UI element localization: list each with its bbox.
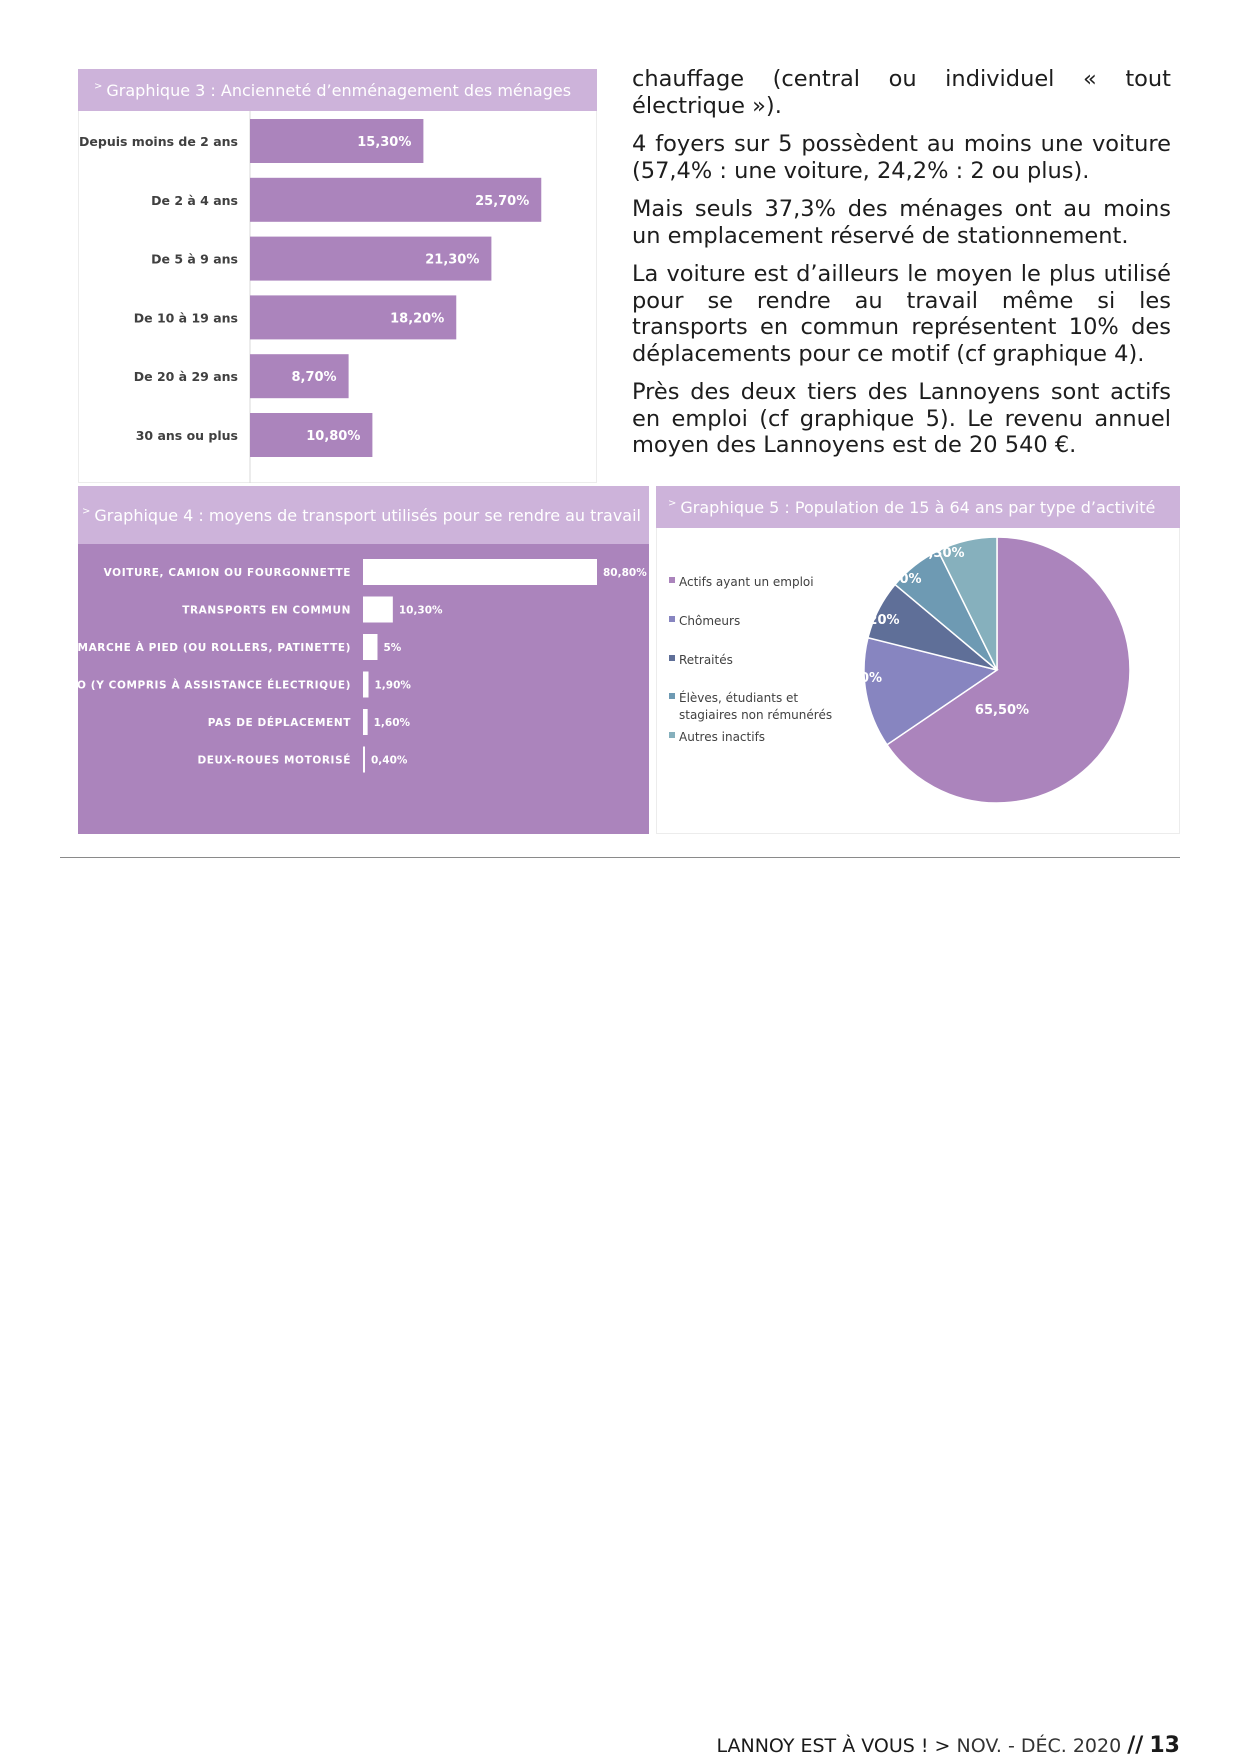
paragraph-parking: Mais seuls 37,3% des ménages ont au moins un emplacement réservé de stationnement. (632, 196, 1171, 249)
g3-bar-label: 10,80% (306, 429, 361, 444)
g5-legend-label: Autres inactifs (679, 730, 766, 744)
g5-slice-label: 65,50% (974, 703, 1030, 718)
section-divider (60, 857, 1180, 858)
g4-category-label: TRANSPORTS EN COMMUN (182, 604, 351, 617)
g5-legend-swatch (669, 577, 675, 583)
g3-bar-label: 8,70% (291, 370, 337, 386)
g5-legend-swatch (669, 693, 675, 699)
graphique-4-header (78, 486, 649, 544)
g3-bar-label: 15,30% (357, 135, 412, 150)
g4-bar-label: 1,60% (373, 717, 411, 729)
g3-category-label: 30 ans ou plus (135, 428, 238, 443)
g4-category-label: VÉLO (Y COMPRIS À ASSISTANCE ÉLECTRIQUE) (78, 679, 351, 692)
g4-bar (363, 672, 369, 698)
paragraph-cars: 4 foyers sur 5 possèdent au moins une voiture (57,4% : une voiture, 24,2% : 2 ou plus). (632, 131, 1171, 184)
g4-bar-label: 10,30% (398, 604, 443, 617)
graphique-3-chart (78, 111, 597, 483)
chevron-right-icon: > (82, 505, 91, 517)
g5-slice-label: 7,20% (854, 613, 900, 628)
g5-legend-label: Chômeurs (679, 614, 741, 628)
g3-bar-label: 21,30% (425, 252, 480, 268)
g4-category-label: VOITURE, CAMION OU FOURGONNETTE (103, 567, 351, 579)
g3-bar-label: 25,70% (475, 193, 530, 209)
g3-category-label: De 10 à 19 ans (133, 310, 238, 326)
g5-legend-swatch (669, 732, 675, 738)
graphique-4-svg (78, 544, 649, 834)
g5-legend-label: Actifs ayant un emploi (679, 575, 814, 589)
g3-category-label: Depuis moins de 2 ans (79, 134, 238, 149)
g4-bar-label: 1,90% (374, 679, 411, 692)
footer-separator: // (1127, 1733, 1144, 1758)
paragraph-transport: La voiture est d’ailleurs le moyen le plus utilisé pour se rendre au travail même si les transports en commun représentent 10% des déplacements pour ce motif (cf graphique 4). (632, 261, 1171, 367)
chevron-right-icon: > (94, 80, 103, 92)
graphique-3-header (78, 69, 597, 111)
g5-slice-label: 13,40% (827, 671, 883, 686)
g4-bar (363, 634, 377, 660)
footer-brand: LANNOY EST À VOUS ! > (716, 1735, 951, 1757)
g4-bar (363, 709, 368, 735)
graphique-5-svg (657, 528, 1181, 834)
text-column (632, 66, 1171, 471)
g5-legend-swatch (669, 655, 675, 661)
graphique-4-chart (78, 544, 649, 834)
footer-issue: NOV. - DÉC. 2020 (956, 1735, 1122, 1757)
g5-slice-label: 6,60% (876, 572, 922, 587)
chevron-right-icon: > (668, 497, 677, 509)
g5-legend-swatch (669, 616, 675, 622)
g5-slice-label: 7,30% (919, 546, 965, 561)
paragraph-income: Près des deux tiers des Lannoyens sont actifs en emploi (cf graphique 5). Le revenu annuel moyen des Lannoyens est de 20 540 €. (632, 379, 1171, 458)
g3-category-label: De 20 à 29 ans (133, 369, 238, 385)
graphique-5-header (656, 486, 1180, 528)
g4-bar (363, 597, 393, 623)
g4-bar-label: 80,80% (603, 567, 647, 579)
g5-legend-label: Retraités (679, 653, 733, 667)
g4-category-label: DEUX-ROUES MOTORISÉ (197, 754, 351, 767)
g3-bar-label: 18,20% (390, 311, 445, 327)
graphique-3-svg (79, 111, 598, 483)
page-number: 13 (1149, 1733, 1180, 1758)
paragraph-heating: chauffage (central ou individuel « tout électrique »). (632, 66, 1171, 119)
graphique-4-title: Graphique 4 : moyens de transport utilisés pour se rendre au travail (94, 505, 641, 525)
g5-legend-label: Élèves, étudiants et (679, 691, 799, 705)
g4-bar (363, 747, 365, 773)
g4-bar (363, 559, 597, 585)
g5-legend-label: stagiaires non rémunérés (679, 708, 833, 722)
graphique-3-title: Graphique 3 : Ancienneté d’enménagement des ménages (106, 80, 572, 100)
g4-category-label: MARCHE À PIED (OU ROLLERS, PATINETTE) (78, 642, 351, 654)
g4-category-label: PAS DE DÉPLACEMENT (207, 717, 351, 729)
page-footer (716, 1733, 1180, 1758)
g3-category-label: De 2 à 4 ans (151, 192, 238, 208)
g4-bar-label: 5% (383, 642, 402, 654)
g3-category-label: De 5 à 9 ans (151, 251, 238, 267)
graphique-5-title: Graphique 5 : Population de 15 à 64 ans par type d’activité (680, 497, 1156, 517)
g4-bar-label: 0,40% (371, 754, 408, 767)
graphique-5-chart (656, 528, 1180, 834)
